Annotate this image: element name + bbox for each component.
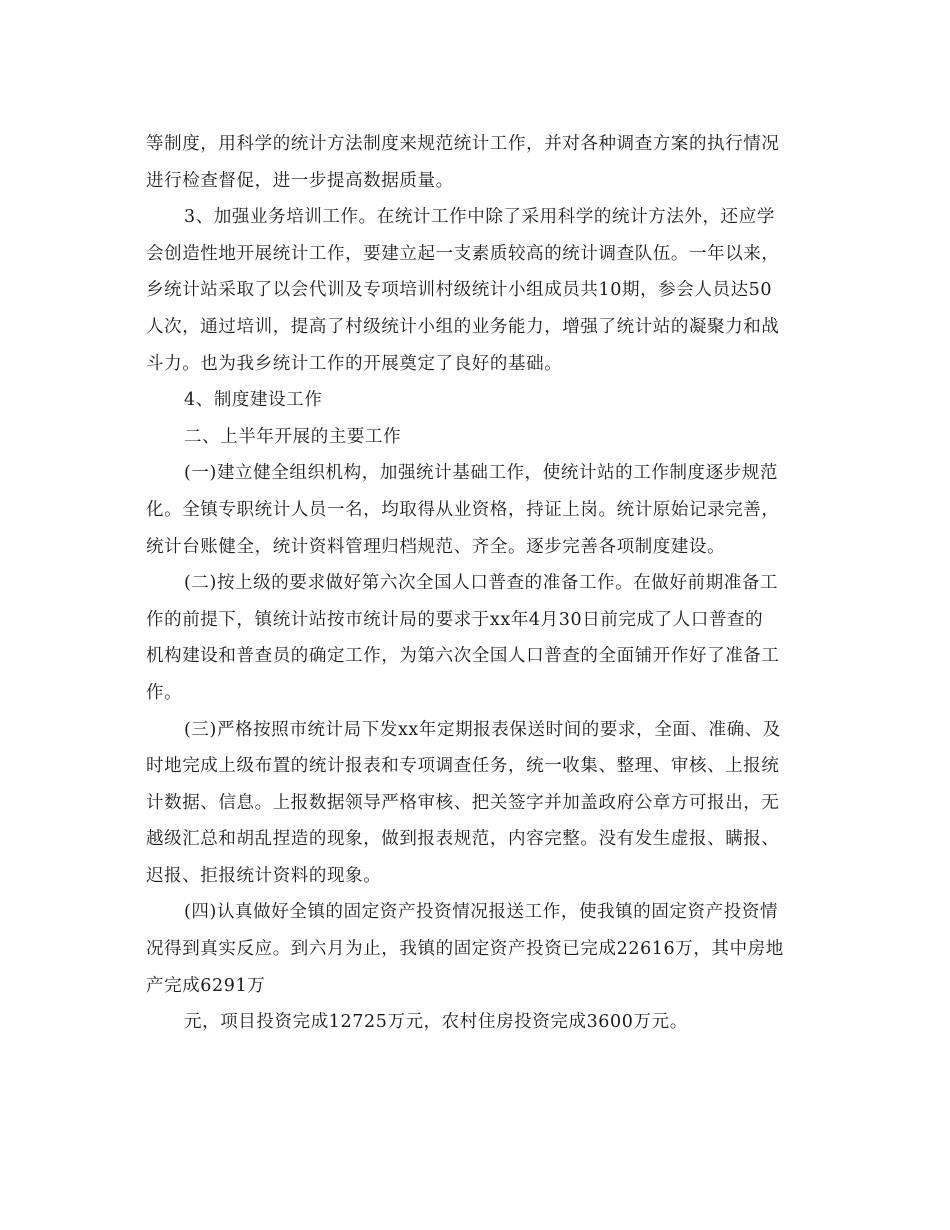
paragraph-sub-1 bbox=[146, 455, 806, 565]
text-line: 3、加强业务培训工作。在统计工作中除了采用科学的统计方法外，还应学 bbox=[184, 207, 775, 228]
text-line: 4、制度建设工作 bbox=[184, 390, 323, 411]
text-line: 元，项目投资完成12725万元，农村住房投资完成3600万元。 bbox=[184, 1012, 688, 1033]
paragraph-item-4 bbox=[146, 382, 806, 419]
paragraph-sub-4 bbox=[146, 894, 806, 1004]
section-heading-2 bbox=[146, 419, 806, 456]
text-line: 机构建设和普查员的确定工作，为第六次全国人口普查的全面铺开作好了准备工 bbox=[146, 646, 780, 667]
text-line: 况得到真实反应。到六月为止，我镇的固定资产投资已完成22616万，其中房地 bbox=[146, 939, 784, 960]
text-line: 斗力。也为我乡统计工作的开展奠定了良好的基础。 bbox=[146, 353, 563, 374]
text-line: (一)建立健全组织机构，加强统计基础工作，使统计站的工作制度逐步规范 bbox=[184, 463, 779, 484]
text-line: 等制度，用科学的统计方法制度来规范统计工作，并对各种调查方案的执行情况 bbox=[146, 134, 780, 154]
paragraph-continuation bbox=[146, 126, 806, 199]
text-line: 时地完成上级布置的统计报表和专项调查任务，统一收集、整理、审核、上报统 bbox=[146, 756, 780, 777]
text-line: 计数据、信息。上报数据领导严格审核、把关签字并加盖政府公章方可报出，无 bbox=[146, 792, 780, 813]
paragraph-sub-3 bbox=[146, 712, 806, 895]
document-body bbox=[146, 126, 806, 1041]
text-line: 越级汇总和胡乱捏造的现象，做到报表规范，内容完整。没有发生虚报、瞒报、 bbox=[146, 829, 780, 850]
text-line: (四)认真做好全镇的固定资产投资情况报送工作，使我镇的固定资产投资情 bbox=[184, 902, 779, 923]
paragraph-sub-4-continuation bbox=[146, 1004, 806, 1041]
text-line: 二、上半年开展的主要工作 bbox=[184, 426, 402, 447]
paragraph-sub-2 bbox=[146, 565, 806, 711]
text-line: 产完成6291万 bbox=[146, 975, 266, 996]
text-line: (三)严格按照市统计局下发xx年定期报表保送时间的要求，全面、准确、及 bbox=[184, 719, 781, 740]
text-line: 迟报、拒报统计资料的现象。 bbox=[146, 865, 382, 886]
text-line: 人次，通过培训，提高了村级统计小组的业务能力，增强了统计站的凝聚力和战 bbox=[146, 316, 780, 337]
text-line: 进行检查督促，进一步提高数据质量。 bbox=[146, 170, 454, 191]
paragraph-item-3 bbox=[146, 199, 806, 382]
text-line: 作。 bbox=[146, 682, 183, 703]
text-line: 化。全镇专职统计人员一名，均取得从业资格，持证上岗。统计原始记录完善， bbox=[146, 499, 780, 520]
text-line: 统计台账健全，统计资料管理归档规范、齐全。逐步完善各项制度建设。 bbox=[146, 536, 726, 557]
text-line: (二)按上级的要求做好第六次全国人口普查的准备工作。在做好前期准备工 bbox=[184, 573, 779, 594]
text-line: 乡统计站采取了以会代训及专项培训村级统计小组成员共10期，参会人员达50 bbox=[146, 280, 773, 301]
text-line: 会创造性地开展统计工作，要建立起一支素质较高的统计调查队伍。一年以来， bbox=[146, 243, 780, 264]
text-line: 作的前提下，镇统计站按市统计局的要求于xx年4月30日前完成了人口普查的 bbox=[146, 609, 764, 630]
